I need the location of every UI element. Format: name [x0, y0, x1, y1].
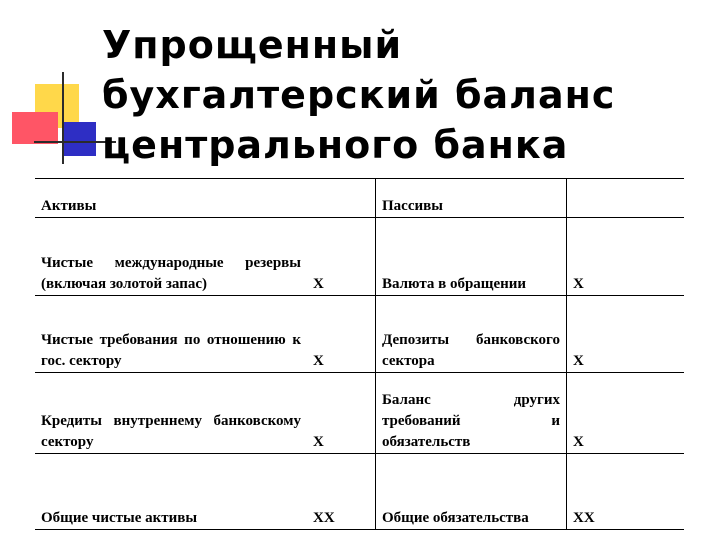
asset-label: Кредиты внутреннему банковскому сектору [41, 413, 301, 450]
table-row [35, 373, 684, 454]
decorative-vertical-line [62, 72, 64, 164]
liability-total-label: Общие обязательства [376, 454, 567, 530]
asset-label: Чистые требования по отношению к гос. сектору [41, 332, 301, 369]
liability-label: Валюта в обращении [376, 218, 567, 296]
liability-label: Депозиты банковского сектора [376, 296, 567, 373]
title-line-1: Упрощенный [102, 23, 403, 67]
header-assets: Активы [41, 198, 97, 214]
table-row [35, 296, 684, 373]
liability-value: Х [573, 276, 584, 292]
header-liabilities: Пассивы [376, 179, 567, 218]
header-liabilities-value [567, 179, 685, 218]
liability-value: Х [573, 353, 584, 369]
asset-value: Х [307, 296, 376, 373]
decorative-blue-square [62, 122, 96, 156]
asset-value: Х [307, 373, 376, 454]
table-row [35, 218, 684, 296]
header-assets-value [307, 179, 376, 218]
asset-value: Х [307, 218, 376, 296]
slide-title [102, 20, 702, 170]
liability-label: Баланс других требований и обязательств [376, 373, 567, 454]
table-header-row [35, 179, 684, 218]
liability-total-value: ХХ [573, 510, 595, 526]
liability-value: Х [573, 434, 584, 450]
title-line-3: центрального банка [102, 123, 569, 167]
table-row [35, 454, 684, 530]
asset-label: Чистые международные резервы (включая золотой запас) [41, 255, 301, 292]
title-line-2: бухгалтерский баланс [102, 73, 616, 117]
asset-total-label: Общие чистые активы [41, 510, 198, 526]
decorative-red-square [12, 112, 58, 144]
asset-total-value: ХХ [307, 454, 376, 530]
balance-table [35, 178, 684, 530]
